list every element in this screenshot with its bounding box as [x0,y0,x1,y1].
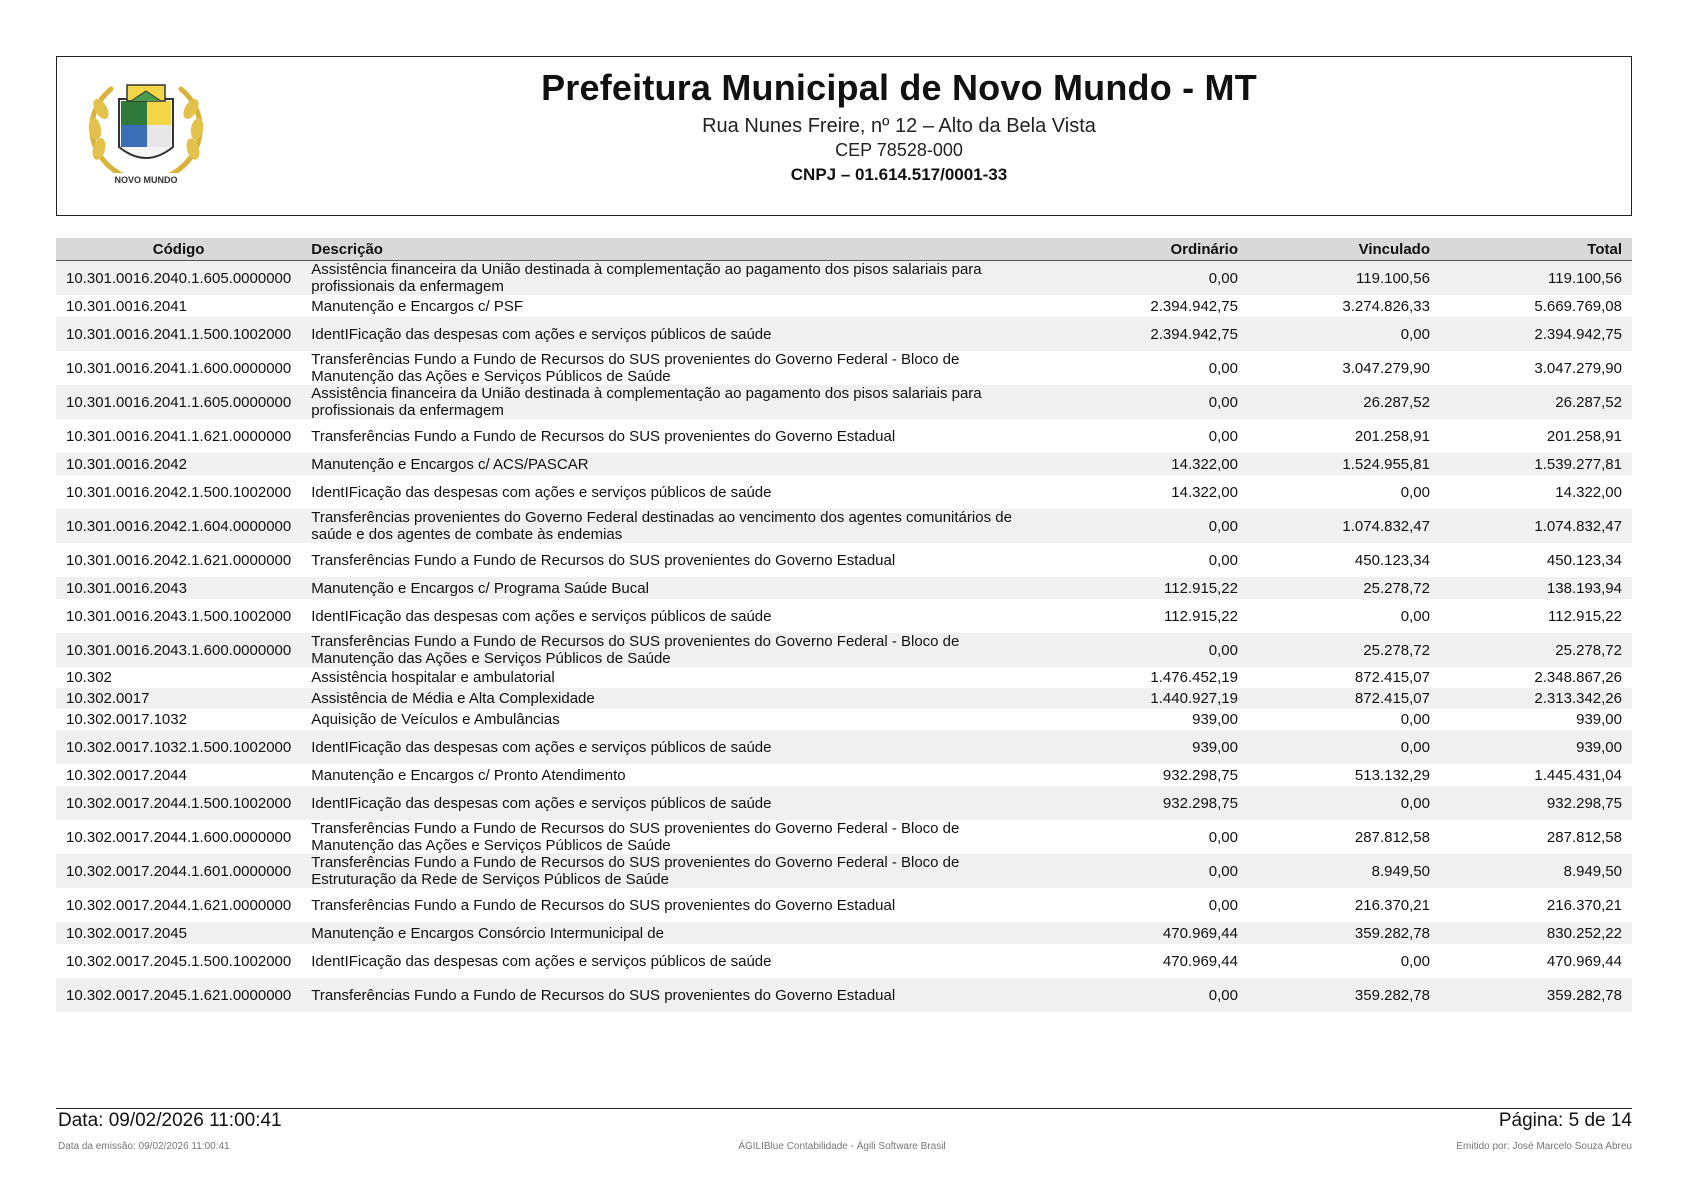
cell-descricao: Transferências Fundo a Fundo de Recursos do SUS provenientes do Governo Federal - Bloco de Manutenção das Ações e Serviços Públicos de Saúde [311,351,960,385]
cell-ordinario: 0,00 [1208,862,1238,880]
cell-codigo: 10.301.0016.2042.1.604.0000000 [66,517,292,535]
cell-descricao: Transferências Fundo a Fundo de Recursos do SUS provenientes do Governo Estadual [311,896,896,914]
cell-vinculado: 216.370,21 [1354,896,1430,914]
cell-ordinario: 0,00 [1208,427,1238,445]
cell-total: 138.193,94 [1546,579,1622,597]
cell-codigo: 10.302 [66,669,112,686]
table-row [56,351,1632,385]
cnpj-line: CNPJ – 01.614.517/0001-33 [790,165,1008,184]
footer-system-name: ÁGILIBlue Contabilidade - Ágili Software Brasil [738,1141,946,1152]
cell-descricao: Transferências provenientes do Governo Federal destinadas ao vencimento dos agentes comunitários de saúde e dos agentes de combate às endemias [311,509,1012,543]
cell-descricao: Manutenção e Encargos c/ Pronto Atendimento [311,766,626,784]
cell-codigo: 10.302.0017.2044.1.621.0000000 [66,896,292,914]
table-row [56,261,1632,296]
cell-vinculado: 26.287,52 [1363,393,1430,411]
cell-vinculado: 0,00 [1400,794,1430,812]
cell-codigo: 10.301.0016.2041.1.600.0000000 [66,359,292,377]
cell-codigo: 10.302.0017.2045.1.621.0000000 [66,986,292,1004]
cell-vinculado: 119.100,56 [1356,269,1430,287]
cell-total: 112.915,22 [1548,607,1622,625]
cell-descricao: IdentIFicação das despesas com ações e serviços públicos de saúde [311,325,772,343]
cell-vinculado: 1.524.955,81 [1342,455,1430,473]
cell-codigo: 10.301.0016.2040.1.605.0000000 [66,269,292,287]
cell-total: 2.313.342,26 [1534,690,1622,707]
cell-codigo: 10.301.0016.2041.1.500.1002000 [66,325,292,343]
cell-total: 2.394.942,75 [1534,325,1622,343]
cell-total: 1.074.832,47 [1534,517,1622,535]
column-header-codigo: Código [56,238,301,261]
cell-codigo: 10.302.0017.2044.1.601.0000000 [66,862,292,880]
cell-vinculado: 8.949,50 [1371,862,1430,880]
cell-ordinario: 0,00 [1208,393,1238,411]
cell-vinculado: 872.415,07 [1354,690,1430,707]
column-header-vinculado: Vinculado [1248,238,1440,261]
cell-total: 25.278,72 [1555,641,1622,659]
cell-descricao: Transferências Fundo a Fundo de Recursos do SUS provenientes do Governo Estadual [311,427,896,445]
cell-total: 1.445.431,04 [1534,766,1622,784]
cell-vinculado: 0,00 [1400,711,1430,728]
footer-emission-date: Data da emissão: 09/02/2026 11:00:41 [58,1141,230,1152]
cep-line: CEP 78528-000 [835,140,963,160]
cell-codigo: 10.301.0016.2043 [66,579,187,597]
table-row [56,633,1632,667]
cell-total: 470.969,44 [1546,952,1622,970]
cell-codigo: 10.302.0017.1032.1.500.1002000 [66,738,292,756]
cell-ordinario: 2.394.942,75 [1150,297,1238,315]
cell-descricao: Assistência financeira da União destinada à complementação ao pagamento dos pisos salariais para profissionais da enfermagem [311,261,982,295]
cell-descricao: IdentIFicação das despesas com ações e serviços públicos de saúde [311,607,772,625]
cell-descricao: Aquisição de Veículos e Ambulâncias [311,711,560,728]
cell-codigo: 10.302.0017.1032 [66,711,187,728]
page-title: Prefeitura Municipal de Novo Mundo - MT [541,67,1257,108]
cell-descricao: Transferências Fundo a Fundo de Recursos do SUS provenientes do Governo Federal - Bloco de Estruturação da Rede de Serviços Públicos de Saúde [311,854,960,888]
cell-vinculado: 0,00 [1400,325,1430,343]
expense-table [56,238,1632,1012]
table-row [56,295,1632,317]
cell-total: 287.812,58 [1546,828,1622,846]
cell-vinculado: 201.258,91 [1354,427,1430,445]
cell-ordinario: 0,00 [1208,269,1238,287]
footer-page-number: Página: 5 de 14 [1498,1110,1632,1131]
table-row [56,543,1632,577]
cell-descricao: Assistência financeira da União destinada à complementação ao pagamento dos pisos salariais para profissionais da enfermagem [311,385,982,419]
table-row [56,944,1632,978]
cell-codigo: 10.302.0017.2044.1.600.0000000 [66,828,292,846]
cell-codigo: 10.301.0016.2041.1.621.0000000 [66,427,292,445]
cell-total: 3.047.279,90 [1534,359,1622,377]
table-body [56,261,1632,1013]
cell-codigo: 10.302.0017.2044.1.500.1002000 [66,794,292,812]
cell-vinculado: 0,00 [1400,738,1430,756]
cell-total: 1.539.277,81 [1534,455,1622,473]
cell-descricao: Manutenção e Encargos c/ PSF [311,297,524,315]
cell-ordinario: 14.322,00 [1171,455,1238,473]
table-row [56,667,1632,688]
cell-total: 216.370,21 [1546,896,1622,914]
cell-codigo: 10.301.0016.2042.1.500.1002000 [66,483,292,501]
cell-vinculado: 0,00 [1400,607,1430,625]
cell-vinculado: 287.812,58 [1354,828,1430,846]
cell-descricao: IdentIFicação das despesas com ações e serviços públicos de saúde [311,952,772,970]
cell-ordinario: 0,00 [1208,359,1238,377]
cell-total: 26.287,52 [1555,393,1622,411]
cell-descricao: IdentIFicação das despesas com ações e serviços públicos de saúde [311,483,772,501]
cell-total: 5.669.769,08 [1534,297,1622,315]
cell-codigo: 10.302.0017.2045.1.500.1002000 [66,952,292,970]
cell-vinculado: 872.415,07 [1354,669,1430,686]
table-row [56,599,1632,633]
cell-total: 2.348.867,26 [1534,669,1622,686]
table-row [56,730,1632,764]
cell-descricao: Assistência hospitalar e ambulatorial [311,669,555,686]
cell-ordinario: 0,00 [1208,986,1238,1004]
column-header-total: Total [1440,238,1632,261]
table-row [56,453,1632,475]
cell-total: 359.282,78 [1546,986,1622,1004]
cell-ordinario: 112.915,22 [1164,607,1238,625]
table-row [56,475,1632,509]
table-row [56,922,1632,944]
cell-total: 450.123,34 [1546,551,1622,569]
cell-total: 14.322,00 [1555,483,1622,501]
cell-ordinario: 0,00 [1208,896,1238,914]
cell-ordinario: 2.394.942,75 [1150,325,1238,343]
table-row [56,419,1632,453]
cell-vinculado: 513.132,29 [1354,766,1430,784]
cell-descricao: Manutenção e Encargos Consórcio Intermunicipal de [311,924,664,942]
cell-ordinario: 112.915,22 [1164,579,1238,597]
report-header [56,56,1632,216]
cell-ordinario: 0,00 [1208,517,1238,535]
cell-ordinario: 939,00 [1192,711,1238,728]
cell-vinculado: 3.274.826,33 [1342,297,1430,315]
table-row [56,764,1632,786]
cell-vinculado: 359.282,78 [1354,986,1430,1004]
cell-total: 830.252,22 [1546,924,1622,942]
cell-vinculado: 0,00 [1400,952,1430,970]
cell-vinculado: 1.074.832,47 [1342,517,1430,535]
table-row [56,709,1632,730]
table-row [56,577,1632,599]
cell-ordinario: 1.440.927,19 [1150,690,1238,707]
cell-ordinario: 470.969,44 [1162,924,1238,942]
cell-codigo: 10.301.0016.2042.1.621.0000000 [66,551,292,569]
cell-vinculado: 450.123,34 [1354,551,1430,569]
cell-ordinario: 939,00 [1192,738,1238,756]
cell-descricao: Transferências Fundo a Fundo de Recursos do SUS provenientes do Governo Federal - Bloco de Manutenção das Ações e Serviços Públicos de Saúde [311,633,960,667]
cell-codigo: 10.302.0017.2045 [66,924,187,942]
table-header-row [56,238,1632,261]
cell-ordinario: 0,00 [1208,828,1238,846]
cell-total: 119.100,56 [1548,269,1622,287]
cell-ordinario: 0,00 [1208,641,1238,659]
table-row [56,509,1632,543]
cell-vinculado: 359.282,78 [1354,924,1430,942]
header-text-block [57,65,1631,185]
cell-descricao: IdentIFicação das despesas com ações e serviços públicos de saúde [311,738,772,756]
cell-ordinario: 932.298,75 [1162,766,1238,784]
column-header-descricao: Descrição [301,238,1056,261]
cell-descricao: Assistência de Média e Alta Complexidade [311,690,595,707]
table-row [56,820,1632,854]
cell-vinculado: 25.278,72 [1363,579,1430,597]
address-line: Rua Nunes Freire, nº 12 – Alto da Bela Vista [702,115,1096,137]
cell-codigo: 10.301.0016.2043.1.600.0000000 [66,641,292,659]
cell-ordinario: 14.322,00 [1171,483,1238,501]
cell-ordinario: 1.476.452,19 [1150,669,1238,686]
cell-codigo: 10.301.0016.2041.1.605.0000000 [66,393,292,411]
cell-codigo: 10.302.0017 [66,690,150,707]
footer-divider [56,1108,1632,1109]
cell-descricao: Transferências Fundo a Fundo de Recursos do SUS provenientes do Governo Estadual [311,551,896,569]
footer-issuer: Emitido por: José Marcelo Souza Abreu [1456,1141,1632,1152]
footer-date: Data: 09/02/2026 11:00:41 [58,1110,282,1131]
table-row [56,888,1632,922]
cell-codigo: 10.301.0016.2042 [66,455,187,473]
cell-total: 201.258,91 [1546,427,1622,445]
cell-ordinario: 0,00 [1208,551,1238,569]
cell-ordinario: 470.969,44 [1162,952,1238,970]
logo-wordmark: NOVO MUNDO [114,175,178,185]
cell-descricao: Transferências Fundo a Fundo de Recursos do SUS provenientes do Governo Estadual [311,986,896,1004]
column-header-ordinario: Ordinário [1056,238,1248,261]
cell-descricao: Manutenção e Encargos c/ ACS/PASCAR [311,455,589,473]
table-row [56,688,1632,709]
cell-vinculado: 3.047.279,90 [1342,359,1430,377]
cell-total: 932.298,75 [1546,794,1622,812]
table-row [56,786,1632,820]
table-row [56,854,1632,888]
cell-descricao: IdentIFicação das despesas com ações e serviços públicos de saúde [311,794,772,812]
cell-total: 939,00 [1576,738,1622,756]
table-row [56,385,1632,419]
cell-codigo: 10.301.0016.2041 [66,297,187,315]
cell-codigo: 10.302.0017.2044 [66,766,187,784]
cell-descricao: Manutenção e Encargos c/ Programa Saúde Bucal [311,579,649,597]
cell-total: 939,00 [1576,711,1622,728]
cell-ordinario: 932.298,75 [1162,794,1238,812]
table-row [56,317,1632,351]
cell-vinculado: 0,00 [1400,483,1430,501]
cell-vinculado: 25.278,72 [1363,641,1430,659]
cell-codigo: 10.301.0016.2043.1.500.1002000 [66,607,292,625]
table-row [56,978,1632,1012]
cell-descricao: Transferências Fundo a Fundo de Recursos do SUS provenientes do Governo Federal - Bloco de Manutenção das Ações e Serviços Públicos de Saúde [311,820,960,854]
cell-total: 8.949,50 [1563,862,1622,880]
